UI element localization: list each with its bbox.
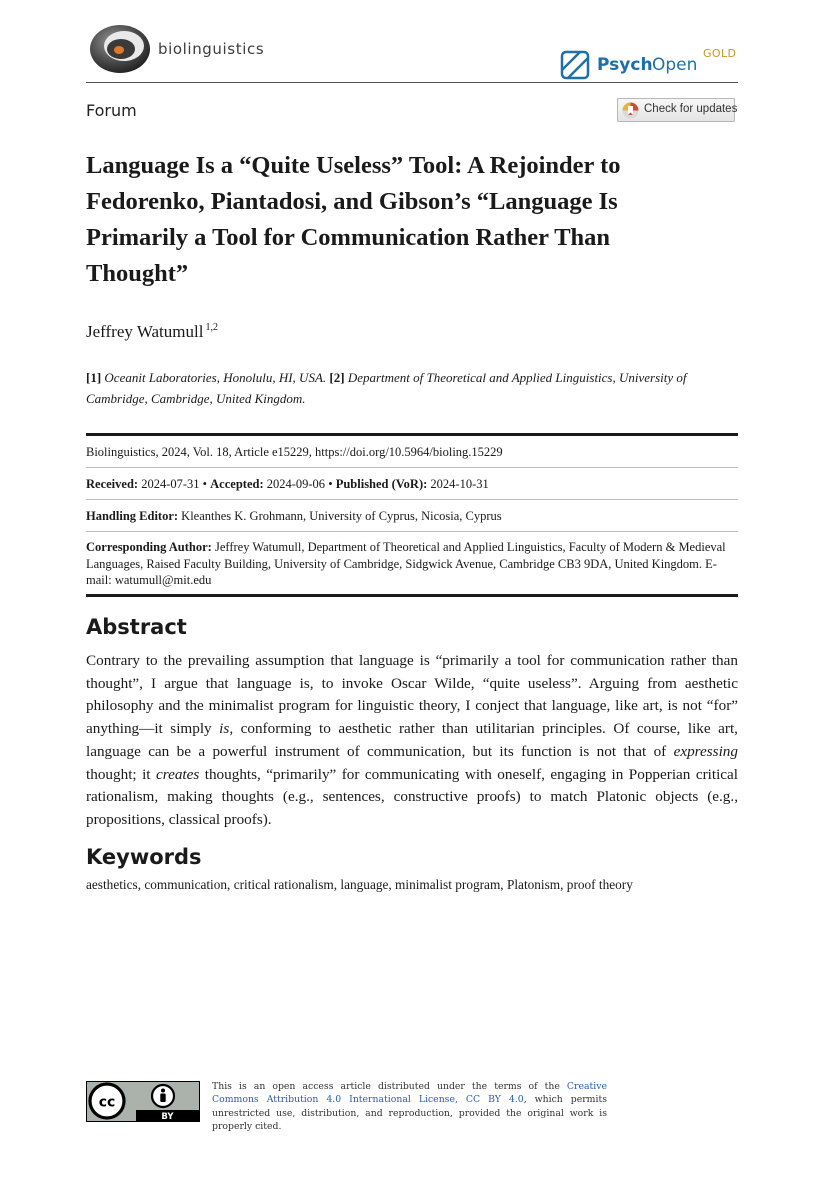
keywords-heading: Keywords [86,845,202,869]
abstract-part: thoughts, “primarily” for communicating with oneself, engaging in Popperian critical rationalism, making thoughts (e.g., sentences, constructive proofs) to match Platonic objects (e.g., propositions, classical proofs). [86,765,738,828]
affiliation-1: Oceanit Laboratories, Honolulu, HI, USA. [104,370,327,385]
psychopen-logo[interactable] [560,46,740,82]
corresponding-author-block [86,539,738,589]
license-intro: This is an open access article distributed under the terms of the [212,1081,567,1092]
journal-name: biolinguistics [158,40,265,58]
license-text [212,1080,607,1133]
keywords-list: aesthetics, communication, critical rationalism, language, minimalist program, Platonism, proof theory [86,877,633,892]
received-label: Received: [86,477,139,491]
check-for-updates-button[interactable] [617,98,738,122]
corresponding-label: Corresponding Author: [86,540,212,554]
meta-top-rule [86,433,738,436]
license-link[interactable]: Creative Commons Attribution 4.0 International License, CC BY 4.0 [212,1081,607,1106]
section-label: Forum [86,101,137,120]
abstract-text [86,650,738,832]
abstract-emphasis: creates [155,765,200,783]
publisher-name-open: Open [652,55,698,75]
date-separator: • [199,477,211,491]
license-terms: , which permits unrestricted use, distribution, and reproduction, provided the original work is properly cited. [212,1094,607,1132]
cc-by-text: BY [161,1112,174,1122]
affiliation-number-1: [1] [86,370,102,385]
abstract-heading: Abstract [86,615,187,639]
abstract-part: Contrary to the prevailing assumption that language is “primarily a tool for communication rather than thought”, I argue that language is, to invoke Oscar Wilde, “quite useless”. Arguing from aesthetic philosophy and the minimalist program for linguistic theory, I conject that language, like art, is not “for” anything—it simply [86,652,738,738]
editor-line [86,508,738,525]
affiliations [86,368,726,409]
abstract-part: thought; it [86,765,156,783]
crossmark-icon [622,102,639,119]
psychopen-icon [560,50,590,80]
author[interactable] [86,322,218,342]
accepted-date: 2024-09-06 [266,477,326,491]
author-name: Jeffrey Watumull [86,322,204,341]
citation-line[interactable]: Biolinguistics, 2024, Vol. 18, Article e15229, https://doi.org/10.5964/bioling.15229 [86,445,503,459]
abstract-emphasis: is [219,720,230,738]
header-divider [86,82,738,83]
editor-label: Handling Editor: [86,509,179,523]
dates-line [86,476,738,493]
published-date: 2024-10-31 [430,477,489,491]
author-affil-marks: 1,2 [205,322,218,333]
meta-bottom-rule [86,594,738,597]
meta-divider [86,531,738,532]
biolinguistics-logo-icon [88,22,152,74]
abstract-part: , conforming to aesthetic rather than utilitarian principles. Of course, like art, language can be a powerful instrument of communication, but its function is not that of [86,720,738,760]
affiliation-2: Department of Theoretical and Applied Linguistics, University of Cambridge, Cambridge, United Kingdom. [86,370,687,406]
cc-by-license-badge-icon[interactable] [86,1081,200,1122]
published-label: Published (VoR): [335,477,428,491]
abstract-emphasis: expressing [673,742,738,760]
meta-divider [86,499,738,500]
received-date: 2024-07-31 [141,477,200,491]
check-for-updates-label: Check for updates [644,103,738,115]
meta-divider [86,467,738,468]
corresponding-value: Jeffrey Watumull, Department of Theoretical and Applied Linguistics, Faculty of Modern & Medieval Languages, Raised Faculty Building, University of Cambridge, Sidgwick Avenue, Cambridge CB3 9DA, United Kingdom. E-mail: watumull@mit.edu [86,540,726,587]
accepted-label: Accepted: [210,477,264,491]
date-separator: • [325,477,336,491]
publisher-tier: GOLD [703,47,737,60]
article-title: Language Is a “Quite Useless” Tool: A Rejoinder to Fedorenko, Piantadosi, and Gibson’s “Language Is Primarily a Tool for Communication Rather Than Thought” [86,152,621,287]
svg-text:cc: cc [98,1094,116,1111]
publisher-name-psych: Psych [597,55,653,75]
affiliation-number-2: [2] [329,370,345,385]
editor-value: Kleanthes K. Grohmann, University of Cyprus, Nicosia, Cyprus [181,509,502,523]
